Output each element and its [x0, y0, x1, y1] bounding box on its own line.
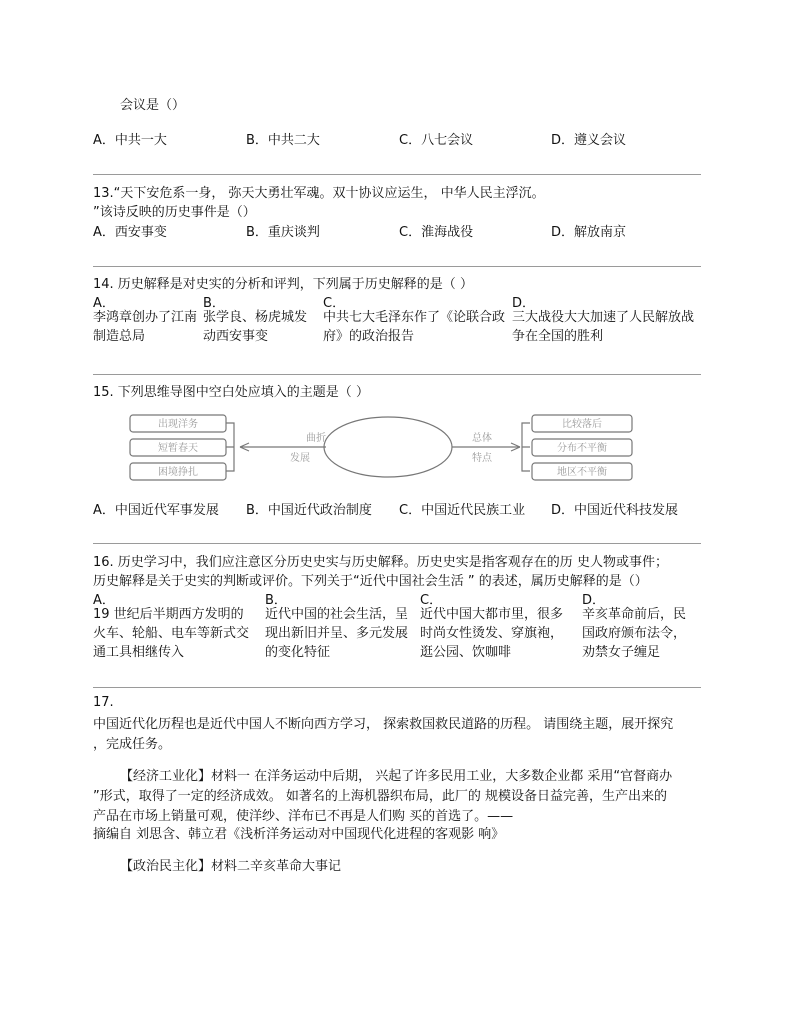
mindmap-left-arrow-label-1: 曲折: [306, 433, 326, 444]
divider: [93, 543, 701, 544]
q12-stem-tail: 会议是（）: [120, 98, 186, 113]
mindmap-left-box-1-label: 出现洋务: [158, 419, 198, 430]
divider: [93, 374, 701, 375]
q12-option-a[interactable]: A．中共一大: [93, 133, 167, 148]
q16-stem-line1: 16. 历史学习中，我们应注意区分历史史实与历史解释。历史史实是指客观存在的历 史人物或事件；: [93, 555, 668, 570]
q17-material1-line3: 产品在市场上销量可观，使洋纱、洋布已不再是人们购 买的首选了。——: [93, 809, 514, 824]
mindmap-left-box-3-label: 困境挣扎: [158, 467, 198, 478]
divider: [93, 174, 701, 175]
q12-option-b[interactable]: B．中共二大: [246, 133, 320, 148]
q14-option-c-text: 中共七大毛泽东作了《论联合政府》的政治报告: [323, 310, 506, 344]
q15-option-a[interactable]: A．中国近代军事发展: [93, 503, 219, 518]
q16-option-d-letter: D．: [582, 593, 606, 608]
q17-material1-line2: ”形式，取得了一定的经济成效。 如著名的上海机器织布局，此厂的 规模设备日益完善，生产出来的: [93, 789, 668, 804]
q12-option-c[interactable]: C．八七会议: [399, 133, 474, 148]
q15-stem: 15. 下列思维导图中空白处应填入的主题是（ ）: [93, 385, 369, 400]
q13-option-d[interactable]: D．解放南京: [551, 225, 627, 240]
q12-option-d[interactable]: D．遵义会议: [551, 133, 627, 148]
q16-option-b-text: 近代中国的社会生活，呈现出新旧并呈、多元发展的变化特征: [265, 607, 409, 660]
mindmap-left-arrow-label-2: 发展: [290, 453, 310, 464]
q16-option-a-letter: A．: [93, 593, 115, 608]
q17-material1-line1: 【经济工业化】材料一 在洋务运动中后期， 兴起了许多民用工业，大多数企业都 采用“官督商办: [120, 769, 673, 784]
q16-option-c-letter: C．: [420, 593, 443, 608]
q14-option-d-text: 三大战役大大加速了人民解放战争在全国的胜利: [512, 310, 695, 344]
mindmap-right-arrow-label-2: 特点: [472, 453, 492, 464]
q17-material2-heading: 【政治民主化】材料二辛亥革命大事记: [120, 859, 342, 874]
mindmap-right-box-2-label: 分布不平衡: [557, 443, 607, 454]
q17-material1-source: 摘编自 刘思含、韩立君《浅析洋务运动对中国现代化进程的客观影 响》: [93, 827, 505, 842]
q16-stem-line2: 历史解释是关于史实的判断或评价。下列关于“近代中国社会生活 ” 的表述，属历史解释的是（）: [93, 574, 648, 589]
q15-option-b[interactable]: B．中国近代政治制度: [246, 503, 372, 518]
q16-option-b-letter: B．: [265, 593, 287, 608]
q13-option-b[interactable]: B．重庆谈判: [246, 225, 320, 240]
q13-stem-line1: 13.“天下安危系一身， 弥天大勇壮军魂。双十协议应运生， 中华人民主浮沉。: [93, 186, 545, 201]
divider: [93, 266, 701, 267]
divider: [93, 687, 701, 688]
mindmap-right-box-1-label: 比较落后: [562, 419, 602, 430]
q13-option-a[interactable]: A．西安事变: [93, 225, 167, 240]
q14-option-b-text: 张学良、杨虎城发动西安事变: [203, 310, 308, 344]
q13-stem-line2: ”该诗反映的历史事件是（）: [93, 205, 256, 220]
q14-option-c-letter: C．: [323, 296, 346, 311]
q15-mind-map: [120, 410, 660, 486]
q14-option-a-letter: A．: [93, 296, 115, 311]
q17-intro-line2: ，完成任务。: [93, 737, 172, 752]
q14-option-b-letter: B．: [203, 296, 225, 311]
q16-option-d-text: 辛亥革命前后，民国政府颁布法令，劝禁女子缠足: [582, 607, 687, 660]
q15-option-d[interactable]: D．中国近代科技发展: [551, 503, 679, 518]
q15-option-c[interactable]: C．中国近代民族工业: [399, 503, 526, 518]
q14-option-d-letter: D．: [512, 296, 536, 311]
q16-option-a-text: 19 世纪后半期西方发明的火车、轮船、电车等新式交通工具相继传入: [93, 607, 250, 660]
q17-intro-line1: 中国近代化历程也是近代中国人不断向西方学习， 探索救国救民道路的历程。 请围绕主题，展开探究: [93, 717, 674, 732]
q14-option-a-text: 李鸿章创办了江南制造总局: [93, 310, 198, 344]
q16-option-c-text: 近代中国大都市里，很多时尚女性烫发、穿旗袍，逛公园、饮咖啡: [420, 607, 564, 660]
q17-number: 17.: [93, 695, 114, 710]
mindmap-right-arrow-label-1: 总体: [472, 433, 492, 444]
mindmap-left-box-2-label: 短暂春天: [158, 443, 198, 454]
q14-stem: 14. 历史解释是对史实的分析和评判，下列属于历史解释的是（ ）: [93, 277, 473, 292]
q13-option-c[interactable]: C．淮海战役: [399, 225, 474, 240]
mindmap-right-box-3-label: 地区不平衡: [557, 467, 607, 478]
